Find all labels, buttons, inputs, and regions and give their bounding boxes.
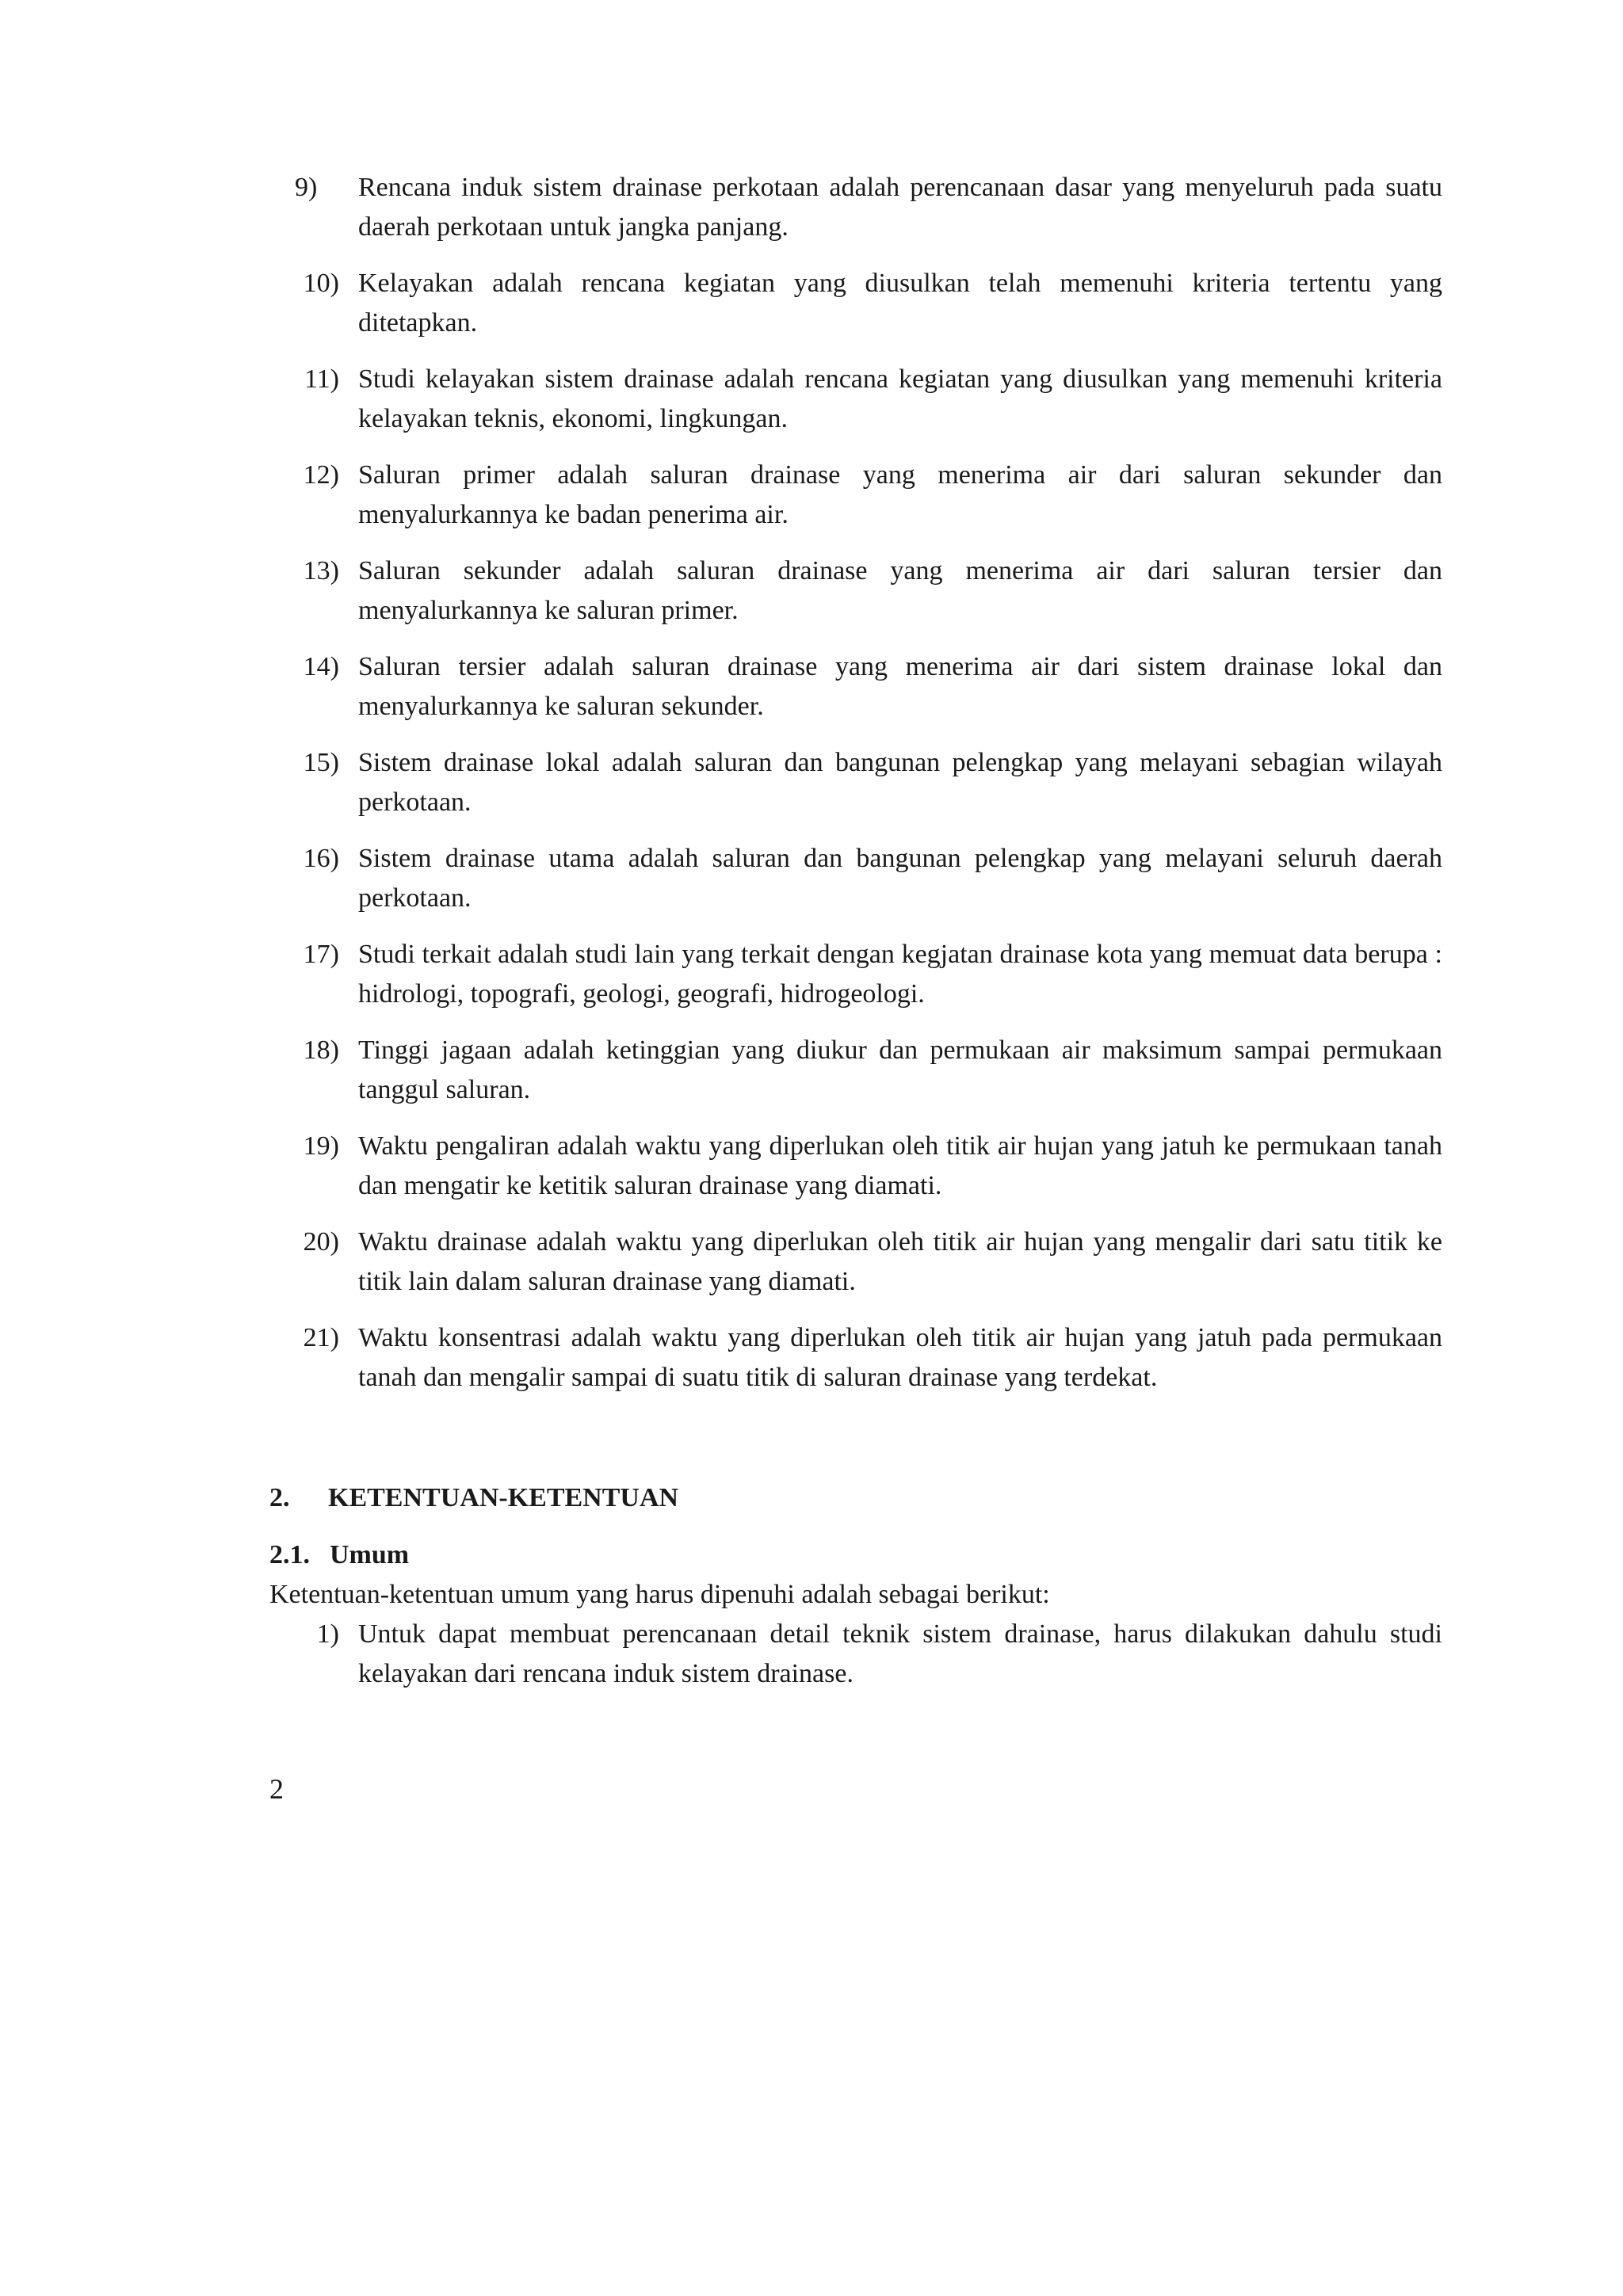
list-item [269,456,1442,535]
item-text: Saluran sekunder adalah saluran drainase yang menerima air dari saluran tersier dan menyalurkannya ke saluran primer. [358,556,1442,625]
item-text: Untuk dapat membuat perencanaan detail teknik sistem drainase, harus dilakukan dahulu studi kelayakan dari rencana induk sistem drainase. [358,1619,1442,1688]
section-number: 2. [269,1483,290,1512]
item-number: 19) [303,1131,339,1161]
subsection-number: 2.1. [269,1540,310,1569]
item-text: Studi terkait adalah studi lain yang terkait dengan kegjatan drainase kota yang memuat data berupa : hidrologi, topografi, geologi, geografi, hidrogeologi. [358,940,1442,1009]
item-text: Saluran primer adalah saluran drainase yang menerima air dari saluran sekunder dan menyalurkannya ke badan penerima air. [358,460,1442,529]
intro-paragraph: Ketentuan-ketentuan umum yang harus dipenuhi adalah sebagai berikut: [269,1580,1050,1609]
item-text: Tinggi jagaan adalah ketinggian yang diukur dan permukaan air maksimum sampai permukaan tanggul saluran. [358,1035,1442,1104]
item-number: 21) [303,1323,339,1352]
list-item [269,264,1442,343]
page-number: 2 [269,1773,284,1805]
list-item [269,1615,1442,1694]
item-number: 10) [303,269,339,298]
item-text: Waktu drainase adalah waktu yang diperlukan oleh titik air hujan yang mengalir dari satu titik ke titik lain dalam saluran drainase yang diamati. [358,1227,1442,1296]
section-heading [269,1478,678,1518]
list-item [269,168,1442,247]
list-item [269,551,1442,631]
subsection-heading [269,1535,409,1575]
subsection-title: Umum [330,1540,410,1569]
item-number: 16) [303,844,339,873]
item-number: 12) [303,460,339,490]
list-item [269,1318,1442,1398]
item-number: 18) [303,1035,339,1065]
requirement-list [269,1615,1442,1711]
item-text: Saluran tersier adalah saluran drainase yang menerima air dari sistem drainase lokal dan menyalurkannya ke saluran sekunder. [358,652,1442,721]
item-text: Sistem drainase utama adalah saluran dan bangunan pelengkap yang melayani seluruh daerah perkotaan. [358,844,1442,913]
item-number: 11) [304,364,339,394]
item-text: Kelayakan adalah rencana kegiatan yang diusulkan telah memenuhi kriteria tertentu yang ditetapkan. [358,269,1442,338]
list-item [269,839,1442,918]
section-title: KETENTUAN-KETENTUAN [328,1483,679,1512]
item-text: Rencana induk sistem drainase perkotaan adalah perencanaan dasar yang menyeluruh pada suatu daerah perkotaan untuk jangka panjang. [358,173,1442,242]
item-number: 9) [295,173,318,202]
list-item [269,1127,1442,1206]
definition-list [269,168,1442,1414]
item-text: Studi kelayakan sistem drainase adalah rencana kegiatan yang diusulkan yang memenuhi kriteria kelayakan teknis, ekonomi, lingkungan. [358,364,1442,433]
list-item [269,935,1442,1014]
item-text: Waktu pengaliran adalah waktu yang diperlukan oleh titik air hujan yang jatuh ke permukaan tanah dan mengatir ke ketitik saluran drainase yang diamati. [358,1131,1442,1200]
item-text: Waktu konsentrasi adalah waktu yang diperlukan oleh titik air hujan yang jatuh pada permukaan tanah dan mengalir sampai di suatu titik di saluran drainase yang terdekat. [358,1323,1442,1392]
item-text: Sistem drainase lokal adalah saluran dan bangunan pelengkap yang melayani sebagian wilayah perkotaan. [358,748,1442,817]
list-item [269,1222,1442,1302]
list-item [269,360,1442,439]
item-number: 14) [303,652,339,681]
item-number: 1) [316,1619,339,1649]
item-number: 15) [303,748,339,777]
list-item [269,1031,1442,1110]
item-number: 17) [303,940,339,969]
item-number: 20) [303,1227,339,1257]
list-item [269,743,1442,822]
list-item [269,647,1442,727]
item-number: 13) [303,556,339,585]
